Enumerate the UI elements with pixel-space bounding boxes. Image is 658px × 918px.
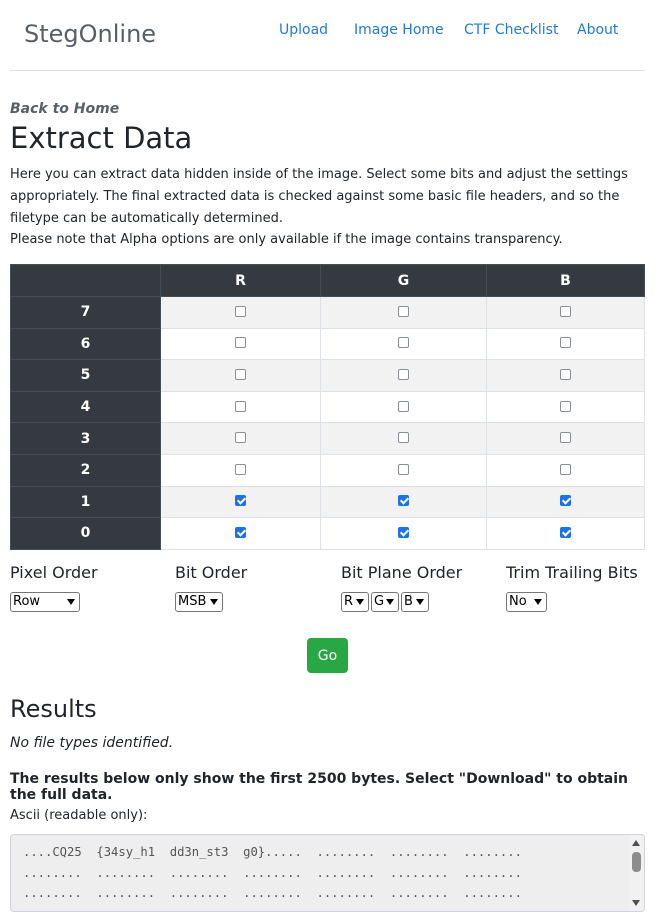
bit-checkbox-g-5[interactable] xyxy=(398,369,409,380)
table-row xyxy=(11,518,645,550)
bit-cell xyxy=(487,328,645,360)
bit-cell xyxy=(161,360,321,392)
bit-cell xyxy=(487,486,645,518)
scrollbar-thumb[interactable] xyxy=(632,852,641,872)
bit-checkbox-g-6[interactable] xyxy=(398,337,409,348)
bit-cell xyxy=(487,423,645,455)
pixel-order-setting xyxy=(10,563,98,612)
bit-cell xyxy=(487,518,645,550)
table-row xyxy=(11,391,645,423)
bit-cell xyxy=(321,454,487,486)
brand-logo[interactable]: StegOnline xyxy=(24,20,157,48)
bit-plane-order-select-1[interactable]: R xyxy=(341,592,369,612)
nav-ctf-checklist-link[interactable]: CTF Checklist xyxy=(464,22,559,38)
trim-trailing-bits-label: Trim Trailing Bits xyxy=(506,563,638,582)
navbar xyxy=(10,0,645,71)
bit-checkbox-r-2[interactable] xyxy=(235,464,246,475)
alpha-note: Please note that Alpha options are only available if the image contains transparency. xyxy=(10,232,563,247)
bit-checkbox-r-5[interactable] xyxy=(235,369,246,380)
bit-checkbox-b-6[interactable] xyxy=(560,337,571,348)
bit-checkbox-r-7[interactable] xyxy=(235,306,246,317)
bit-cell xyxy=(161,486,321,518)
scroll-down-arrow-icon[interactable] xyxy=(632,900,640,906)
table-row xyxy=(11,297,645,329)
bit-checkbox-r-6[interactable] xyxy=(235,337,246,348)
ascii-output-text: ....CQ25 {34sy_h1 dd3n_st3 g0}..... ........ ........ ........ ........ ........ ........ ........ ........ ........ ........ ........ ........ ........ ........ ........ ........ ........ xyxy=(23,845,522,900)
results-title: Results xyxy=(10,695,97,723)
table-row xyxy=(11,360,645,392)
bit-cell xyxy=(161,454,321,486)
bit-cell xyxy=(321,518,487,550)
nav-upload-link[interactable]: Upload xyxy=(279,22,329,38)
pixel-order-select[interactable]: Row xyxy=(10,592,80,612)
go-button[interactable]: Go xyxy=(307,638,348,673)
bit-row-header: 5 xyxy=(11,360,161,392)
bit-checkbox-b-7[interactable] xyxy=(560,306,571,317)
bit-checkbox-b-0[interactable] xyxy=(560,527,571,538)
bit-checkbox-b-3[interactable] xyxy=(560,432,571,443)
nav-about-link[interactable]: About xyxy=(577,22,619,38)
bit-checkbox-r-3[interactable] xyxy=(235,432,246,443)
bit-row-header: 3 xyxy=(11,423,161,455)
ascii-scrollbar[interactable] xyxy=(629,835,644,911)
back-to-home-link[interactable]: Back to Home xyxy=(10,101,120,117)
bit-checkbox-r-4[interactable] xyxy=(235,401,246,412)
bit-cell xyxy=(161,391,321,423)
bit-row-header: 0 xyxy=(11,518,161,550)
bit-cell xyxy=(321,360,487,392)
bit-cell xyxy=(161,423,321,455)
bit-checkbox-b-4[interactable] xyxy=(560,401,571,412)
page-title: Extract Data xyxy=(10,121,193,155)
table-row xyxy=(11,454,645,486)
bit-cell xyxy=(487,391,645,423)
bit-cell xyxy=(321,486,487,518)
nav-image-home-link[interactable]: Image Home xyxy=(354,22,444,38)
bit-cell xyxy=(161,328,321,360)
column-header-r: R xyxy=(161,265,321,297)
bit-plane-order-label: Bit Plane Order xyxy=(341,563,463,582)
bit-plane-order-select-3[interactable]: B xyxy=(401,592,429,612)
bit-row-header: 1 xyxy=(11,486,161,518)
bit-checkbox-g-1[interactable] xyxy=(398,495,409,506)
bit-checkbox-g-3[interactable] xyxy=(398,432,409,443)
bit-checkbox-b-5[interactable] xyxy=(560,369,571,380)
bit-cell xyxy=(487,454,645,486)
bit-cell xyxy=(161,297,321,329)
bit-cell xyxy=(161,518,321,550)
bit-row-header: 4 xyxy=(11,391,161,423)
column-header-g: G xyxy=(321,265,487,297)
table-row xyxy=(11,328,645,360)
ascii-output-label: Ascii (readable only): xyxy=(10,808,148,823)
bit-selection-table xyxy=(10,264,645,550)
bit-cell xyxy=(321,391,487,423)
column-header-b: B xyxy=(487,265,645,297)
bit-row-header: 6 xyxy=(11,328,161,360)
bit-order-setting xyxy=(175,563,247,612)
pixel-order-label: Pixel Order xyxy=(10,563,98,582)
bit-checkbox-r-0[interactable] xyxy=(235,527,246,538)
bit-checkbox-g-0[interactable] xyxy=(398,527,409,538)
trim-trailing-bits-select[interactable]: No xyxy=(506,592,547,612)
bit-checkbox-g-7[interactable] xyxy=(398,306,409,317)
bit-row-header: 7 xyxy=(11,297,161,329)
bit-checkbox-b-1[interactable] xyxy=(560,495,571,506)
bit-checkbox-r-1[interactable] xyxy=(235,495,246,506)
intro-text: Here you can extract data hidden inside of the image. Select some bits and adjust the settings appropriately. The final extracted data is checked against some basic file headers, and so the filetype can be automatically determined. xyxy=(10,167,628,226)
table-row xyxy=(11,486,645,518)
results-limit-note: The results below only show the first 2500 bytes. Select "Download" to obtain the full data. xyxy=(10,771,628,803)
bit-checkbox-b-2[interactable] xyxy=(560,464,571,475)
table-corner-header xyxy=(11,265,161,297)
bit-cell xyxy=(321,328,487,360)
bit-order-label: Bit Order xyxy=(175,563,248,582)
bit-cell xyxy=(487,360,645,392)
scroll-up-arrow-icon[interactable] xyxy=(632,840,640,846)
bit-checkbox-g-4[interactable] xyxy=(398,401,409,412)
bit-order-select[interactable]: MSB xyxy=(175,592,223,612)
bit-plane-order-select-2[interactable]: G xyxy=(371,592,399,612)
bit-cell xyxy=(321,297,487,329)
ascii-output-textarea[interactable] xyxy=(10,834,645,912)
table-row xyxy=(11,423,645,455)
bit-cell xyxy=(487,297,645,329)
bit-cell xyxy=(321,423,487,455)
bit-row-header: 2 xyxy=(11,454,161,486)
bit-checkbox-g-2[interactable] xyxy=(398,464,409,475)
no-file-types-text: No file types identified. xyxy=(10,735,174,751)
bit-plane-order-setting xyxy=(341,563,462,612)
trim-trailing-bits-setting xyxy=(506,563,638,612)
